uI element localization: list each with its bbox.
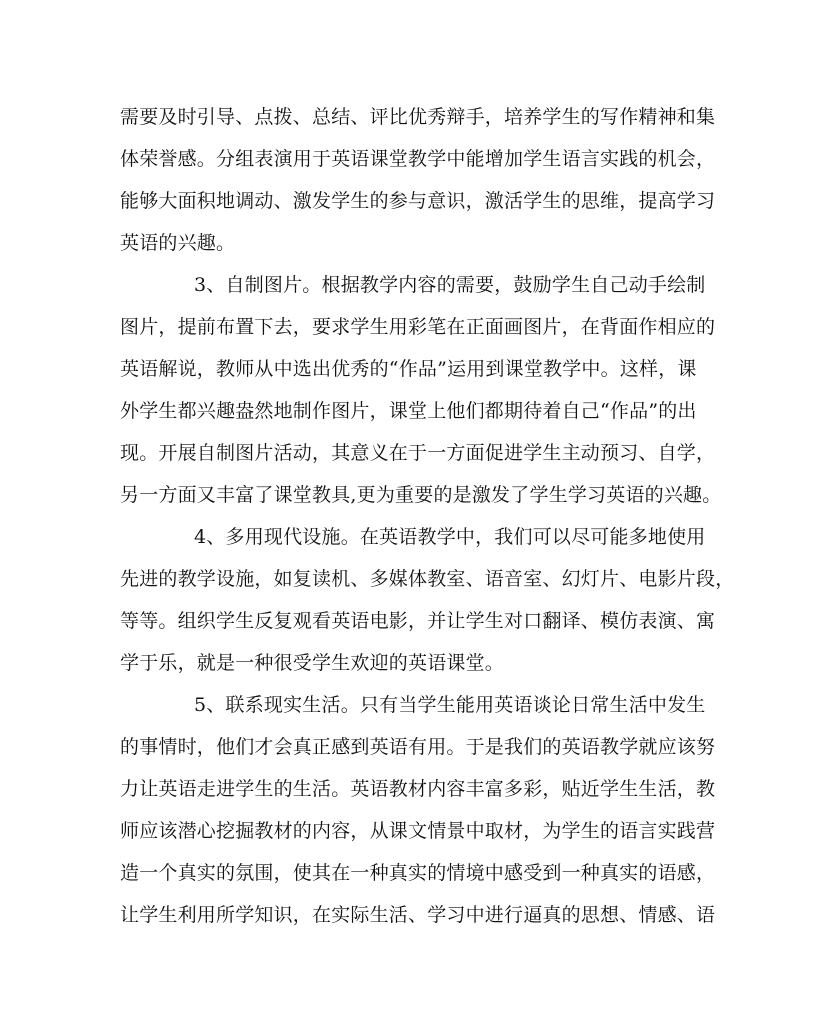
text-line: 造一个真实的氛围，使其在一种真实的情境中感受到一种真实的语感， [120, 862, 716, 884]
text-line: 学于乐，就是一种很受学生欢迎的英语课堂。 [120, 652, 505, 674]
text-line: 外学生都兴趣盎然地制作图片，课堂上他们都期待着自己“作品”的出 [120, 400, 697, 422]
text-line: 需要及时引导、点拨、总结、评比优秀辩手，培养学生的写作精神和集 [120, 106, 716, 128]
text-line: 力让英语走进学生的生活。英语教材内容丰富多彩，贴近学生生活，教 [120, 778, 716, 800]
paragraph-start-line: 5、联系现实生活。只有当学生能用英语谈论日常生活中发生 [194, 694, 706, 716]
text-line: 能够大面积地调动、激发学生的参与意识，激活学生的思维，提高学习 [120, 190, 716, 212]
text-line: 现。开展自制图片活动，其意义在于一方面促进学生主动预习、自学， [120, 442, 716, 464]
text-line: 英语的兴趣。 [120, 232, 236, 254]
text-line: 等等。组织学生反复观看英语电影，并让学生对口翻译、模仿表演、寓 [120, 610, 716, 632]
text-line: 图片，提前布置下去，要求学生用彩笔在正面画图片，在背面作相应的 [120, 316, 716, 338]
text-line: 体荣誉感。分组表演用于英语课堂教学中能增加学生语言实践的机会， [120, 148, 716, 170]
text-line: 的事情时，他们才会真正感到英语有用。于是我们的英语教学就应该努 [120, 736, 716, 758]
text-line: 让学生利用所学知识，在实际生活、学习中进行逼真的思想、情感、语 [120, 904, 716, 926]
paragraph-start-line: 3、自制图片。根据教学内容的需要，鼓励学生自己动手绘制 [194, 274, 706, 296]
text-line: 先进的教学设施，如复读机、多媒体教室、语音室、幻灯片、电影片段， [120, 568, 735, 590]
paragraph-start-line: 4、多用现代设施。在英语教学中，我们可以尽可能多地使用 [194, 526, 706, 548]
text-line: 师应该潜心挖掘教材的内容，从课文情景中取材，为学生的语言实践营 [120, 820, 716, 842]
text-line: 另一方面又丰富了课堂教具,更为重要的是激发了学生学习英语的兴趣。 [120, 484, 722, 506]
text-line: 英语解说，教师从中选出优秀的“作品”运用到课堂教学中。这样，课 [120, 358, 697, 380]
